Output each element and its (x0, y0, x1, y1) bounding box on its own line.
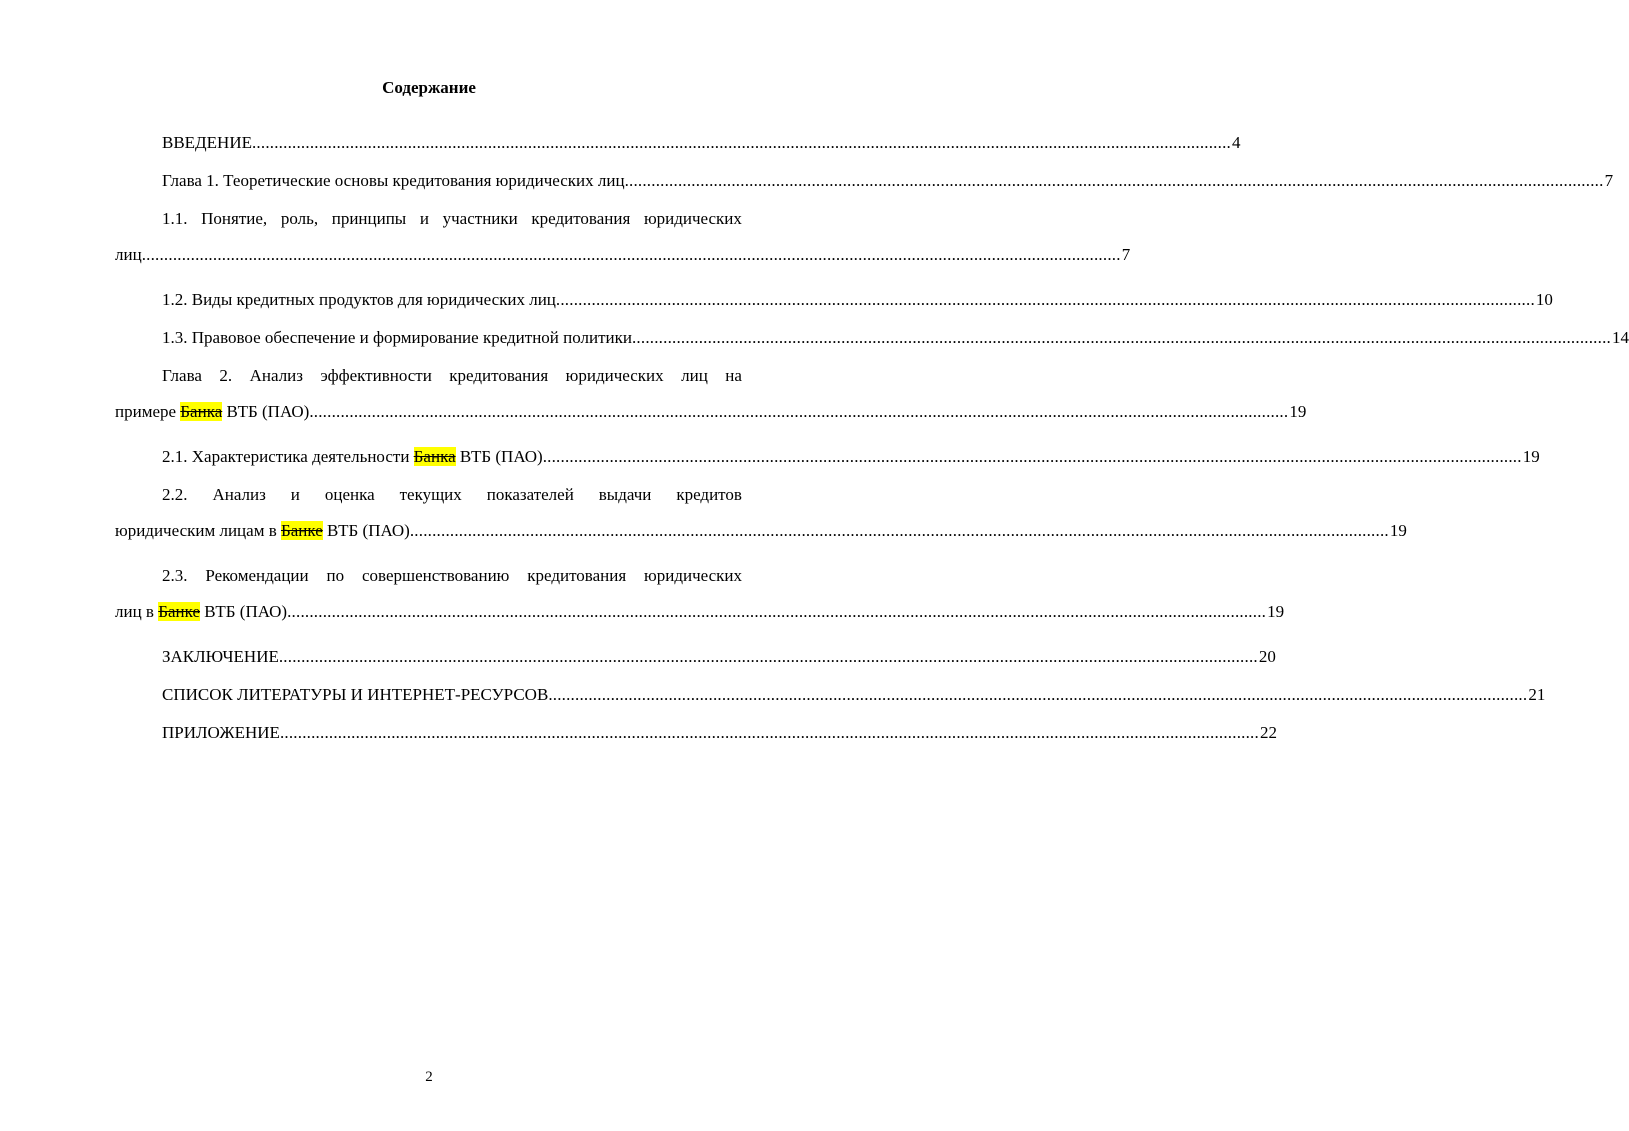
toc-text: примере (115, 402, 181, 421)
toc-line (115, 327, 1629, 349)
toc-word: кредитования (531, 209, 631, 228)
toc-entry-title-continued (115, 401, 309, 423)
toc-entry-section-1-3[interactable] (115, 327, 1629, 365)
toc-word: принципы (331, 209, 407, 228)
toc-page-number: 14 (1611, 328, 1629, 347)
toc-word: лиц (681, 366, 708, 385)
toc-entry-title-continued: лиц (115, 245, 142, 264)
toc-text: ВТБ (ПАО) (455, 447, 543, 466)
toc-entry-title: 1.2. Виды кредитных продуктов для юридических лиц (162, 290, 556, 309)
toc-entry-chapter-1[interactable] (115, 170, 1614, 208)
toc-line-justified (115, 484, 742, 506)
toc-entry-section-1-1[interactable] (115, 208, 1131, 289)
toc-page-number: 4 (1231, 133, 1241, 152)
toc-entry-title-continued (115, 520, 410, 542)
toc-word: кредитования (527, 566, 627, 585)
toc-word: выдачи (598, 485, 652, 504)
dot-leader: ............................................................................................................................................................................................................................ (542, 447, 1522, 466)
dot-leader: ............................................................................................................................................................................................................................ (251, 133, 1231, 152)
toc-text: ВТБ (ПАО) (200, 602, 288, 621)
page-title: Содержание (382, 78, 476, 97)
toc-word: 2. (219, 366, 233, 385)
toc-word: и (419, 209, 429, 228)
toc-word: юридических (644, 566, 742, 585)
dot-leader: ............................................................................................................................................................................................................................ (287, 602, 1267, 621)
toc-line (115, 684, 1546, 706)
toc-word: и (290, 485, 300, 504)
toc-word: кредитования (449, 366, 549, 385)
toc-entry-title-continued (115, 601, 287, 623)
dot-leader: ............................................................................................................................................................................................................................ (409, 521, 1389, 540)
toc-word: на (725, 366, 742, 385)
toc-page-number: 22 (1259, 723, 1277, 742)
toc-page-number: 10 (1535, 290, 1553, 309)
toc-line (115, 401, 1307, 423)
toc-entry-title: ПРИЛОЖЕНИЕ (162, 723, 280, 742)
toc-text: ВТБ (ПАО) (222, 402, 310, 421)
toc-word: Анализ (212, 485, 266, 504)
dot-leader: ............................................................................................................................................................................................................................ (278, 647, 1258, 666)
dot-leader: ............................................................................................................................................................................................................................ (624, 171, 1604, 190)
toc-line (115, 132, 1241, 154)
dot-leader: ............................................................................................................................................................................................................................ (309, 402, 1289, 421)
toc-word: участники (442, 209, 518, 228)
toc-entry-title: СПИСОК ЛИТЕРАТУРЫ И ИНТЕРНЕТ-РЕСУРСОВ (162, 685, 549, 704)
dot-leader: ............................................................................................................................................................................................................................ (548, 685, 1528, 704)
toc-word: Понятие, (201, 209, 268, 228)
toc-entry-title: 1.3. Правовое обеспечение и формирование кредитной политики (162, 328, 632, 347)
toc-line-justified (115, 565, 742, 587)
highlighted-strikethrough-text: Банке (158, 602, 201, 621)
toc-page-number: 19 (1522, 447, 1540, 466)
toc-entry-section-1-2[interactable] (115, 289, 1553, 327)
dot-leader: ............................................................................................................................................................................................................................ (631, 328, 1611, 347)
toc-line (115, 244, 1131, 266)
toc-line (115, 520, 1407, 542)
toc-entry-section-2-3[interactable] (115, 565, 1285, 646)
dot-leader: ............................................................................................................................................................................................................................ (279, 723, 1259, 742)
toc-entry-references[interactable] (115, 684, 1546, 722)
toc-line-justified (115, 208, 742, 230)
dot-leader: ............................................................................................................................................................................................................................ (555, 290, 1535, 309)
toc-word: юридических (565, 366, 664, 385)
dot-leader: ............................................................................................................................................................................................................................ (141, 245, 1121, 264)
toc-entry-title: ВВЕДЕНИЕ (162, 133, 252, 152)
toc-entry-section-2-2[interactable] (115, 484, 1407, 565)
highlighted-strikethrough-text: Банке (280, 521, 323, 540)
toc-entry-title: Глава 1. Теоретические основы кредитования юридических лиц (162, 171, 625, 190)
toc-text: юридическим лицам в (115, 521, 281, 540)
toc-entry-chapter-2[interactable] (115, 365, 1307, 446)
toc-word: текущих (399, 485, 462, 504)
toc-text: лиц в (115, 602, 159, 621)
toc-page-number: 19 (1267, 602, 1285, 621)
highlighted-strikethrough-text: Банка (180, 402, 223, 421)
toc-word: 2.2. (162, 485, 188, 504)
toc-text: ВТБ (ПАО) (322, 521, 410, 540)
toc-word: Глава (162, 366, 202, 385)
toc-entry-section-2-1[interactable] (115, 446, 1540, 484)
toc-word: Рекомендации (205, 566, 309, 585)
toc-page-number: 7 (1604, 171, 1614, 190)
toc-line (115, 170, 1614, 192)
toc-page-number: 21 (1528, 685, 1546, 704)
toc-word: 2.3. (162, 566, 188, 585)
toc-line-justified (115, 365, 742, 387)
toc-word: роль, (280, 209, 319, 228)
toc-line (115, 289, 1553, 311)
toc-word: Анализ (249, 366, 303, 385)
toc-word: совершенствованию (361, 566, 510, 585)
toc-line (115, 646, 1276, 668)
toc-entry-appendix[interactable] (115, 722, 1277, 760)
toc-word: кредитов (676, 485, 742, 504)
toc-word: 1.1. (162, 209, 188, 228)
table-of-contents (115, 132, 1629, 760)
page-number: 2 (425, 1069, 433, 1085)
toc-line (115, 722, 1277, 744)
toc-word: по (326, 566, 345, 585)
toc-word: показателей (486, 485, 574, 504)
toc-word: юридических (643, 209, 742, 228)
toc-page-number: 19 (1389, 521, 1407, 540)
toc-word: эффективности (320, 366, 432, 385)
toc-entry-conclusion[interactable] (115, 646, 1276, 684)
highlighted-strikethrough-text: Банка (413, 447, 456, 466)
toc-text: 2.1. Характеристика деятельности (162, 447, 414, 466)
toc-line (115, 446, 1540, 468)
toc-word: оценка (324, 485, 375, 504)
toc-page-number: 19 (1289, 402, 1307, 421)
toc-entry-title (162, 446, 543, 468)
toc-page-number: 7 (1121, 245, 1131, 264)
toc-page-number: 20 (1258, 647, 1276, 666)
toc-entry-title: ЗАКЛЮЧЕНИЕ (162, 647, 279, 666)
toc-entry-introduction[interactable] (115, 132, 1241, 170)
toc-line (115, 601, 1285, 623)
